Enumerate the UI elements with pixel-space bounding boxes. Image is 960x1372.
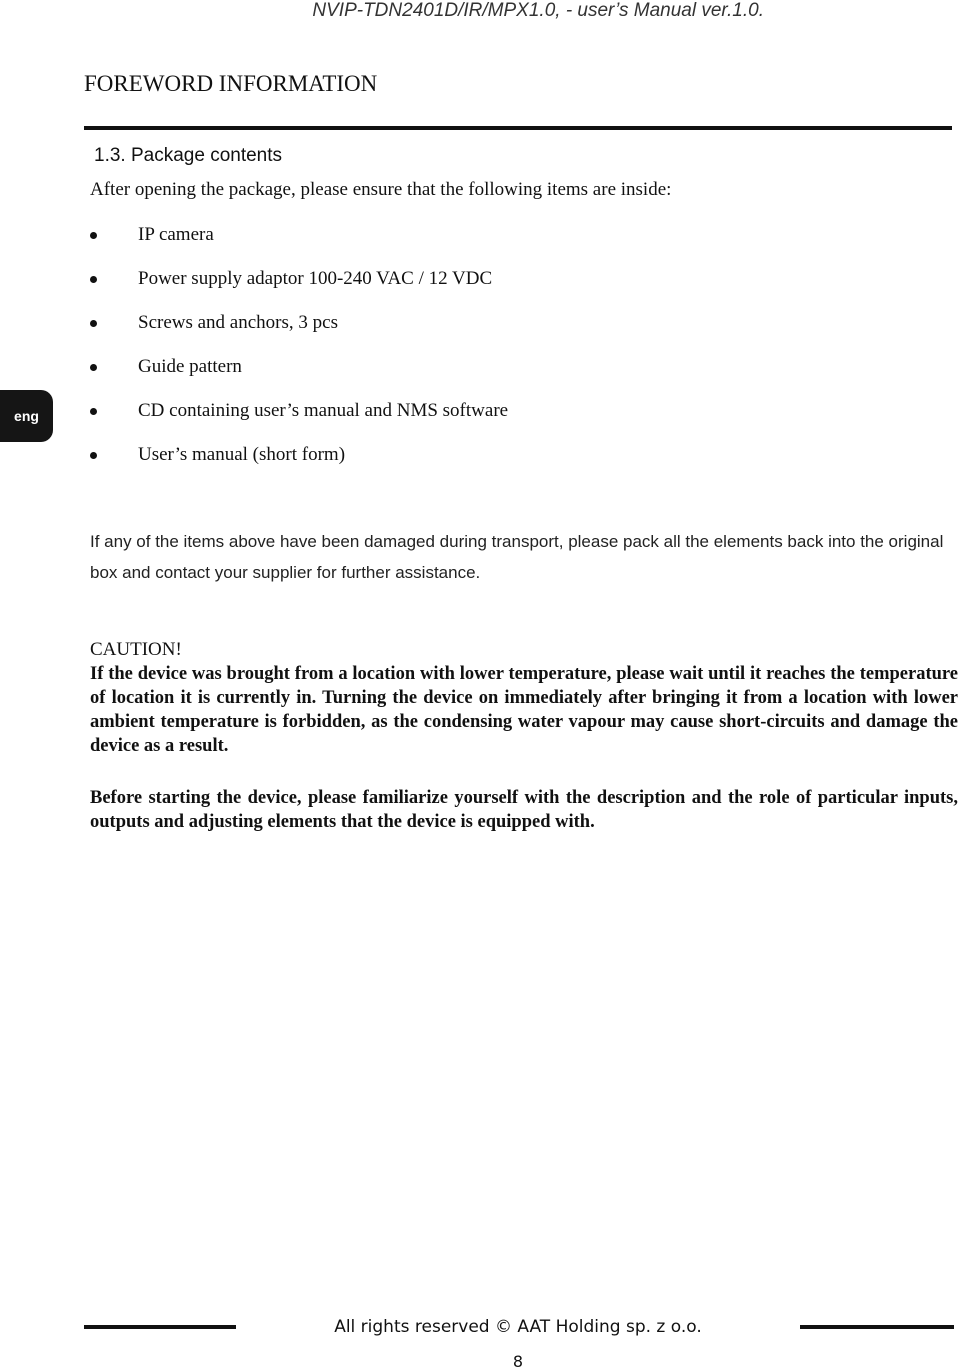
bullet-icon bbox=[90, 276, 97, 283]
footer-rule-right bbox=[800, 1325, 954, 1329]
page-number: 8 bbox=[512, 1352, 524, 1371]
bullet-icon bbox=[90, 320, 97, 327]
bullet-icon bbox=[90, 364, 97, 371]
damage-note: If any of the items above have been damaged during transport, please pack all the elements back into the original box and contact your supplier for further assistance. bbox=[90, 532, 944, 582]
section-divider bbox=[84, 126, 952, 130]
list-item-text: Power supply adaptor 100-240 VAC / 12 VDC bbox=[138, 268, 493, 289]
list-item-text: CD containing user’s manual and NMS software bbox=[138, 400, 509, 421]
list-item-text: IP camera bbox=[138, 224, 214, 245]
caution-body: If the device was brought from a location with lower temperature, please wait until it reaches the temperature of location it is currently in. Turning the device on immediately after bringing it from a location with lower ambient temperature is forbidden, as the condensing water vapour may cause short-circuits and damage the device as a result. bbox=[90, 664, 958, 756]
section-title: FOREWORD INFORMATION bbox=[84, 71, 378, 96]
bullet-icon bbox=[90, 232, 97, 239]
list-item-text: User’s manual (short form) bbox=[138, 444, 346, 465]
subsection-heading: 1.3. Package contents bbox=[94, 145, 283, 166]
language-tab: eng bbox=[0, 390, 53, 442]
before-starting-note: Before starting the device, please familiarize yourself with the description and the role of particular inputs, outputs and adjusting elements that the device is equipped with. bbox=[90, 788, 958, 832]
bullet-icon bbox=[90, 408, 97, 415]
running-header: NVIP-TDN2401D/IR/MPX1.0, - user’s Manual ver.1.0. bbox=[312, 0, 764, 21]
list-item-text: Screws and anchors, 3 pcs bbox=[138, 312, 338, 333]
package-intro: After opening the package, please ensure that the following items are inside: bbox=[90, 179, 672, 200]
bullet-icon bbox=[90, 452, 97, 459]
caution-title: CAUTION! bbox=[90, 639, 182, 660]
list-item-text: Guide pattern bbox=[138, 356, 242, 377]
footer-copyright: All rights reserved © AAT Holding sp. z o.o. bbox=[334, 1317, 702, 1337]
